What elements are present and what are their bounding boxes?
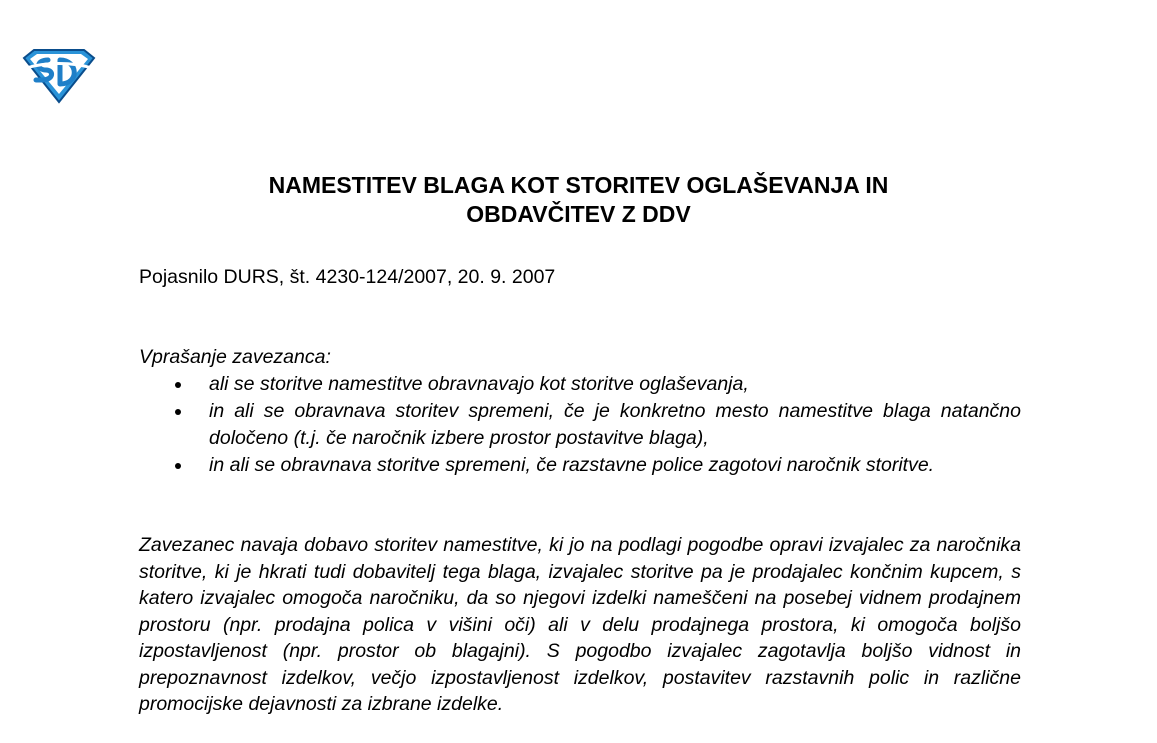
list-item-text: ali se storitve namestitve obravnavajo kot storitve oglaševanja, [209, 373, 749, 395]
list-item-text: in ali se obravnava storitev spremeni, če je konkretno mesto namestitve blaga natančno določeno (t.j. če naročnik izbere prostor postavitve blaga), [209, 400, 1021, 449]
company-logo [22, 48, 96, 104]
sd-logo-icon [22, 48, 96, 104]
document-reference: Pojasnilo DURS, št. 4230-124/2007, 20. 9. 2007 [139, 266, 556, 288]
document-title [0, 171, 1157, 229]
body-paragraph: Zavezanec navaja dobavo storitev namestitve, ki jo na podlagi pogodbe opravi izvajalec za naročnika storitve, ki je hkrati tudi dobavitelj tega blaga, izvajalec storitve pa je prodajalec končnim kupcem, s katero izvajalec omogoča naročniku, da so njegovi izdelki nameščeni na posebej vidnem prodajnem prostoru (npr. prodajna polica v višini oči) ali v delu prodajnega prostora, ki omogoča boljšo izpostavljenost (npr. prostor ob blagajni). S pogodbo izvajalec zagotavlja boljšo vidnost in prepoznavnost izdelkov, večjo izpostavljenost izdelkov, postavitev razstavnih polic in različne promocijske dejavnosti za izbrane izdelke. [139, 534, 1021, 715]
title-line-2: OBDAVČITEV Z DDV [466, 201, 691, 227]
list-item-text: in ali se obravnava storitve spremeni, če razstavne police zagotovi naročnik storitve. [209, 454, 935, 476]
list-item [139, 452, 1021, 479]
list-item [139, 398, 1021, 452]
question-list [139, 371, 1021, 479]
bullet-icon [175, 382, 181, 388]
title-line-1: NAMESTITEV BLAGA KOT STORITEV OGLAŠEVANJA IN [268, 172, 889, 198]
question-heading: Vprašanje zavezanca: [139, 346, 331, 368]
bullet-icon [175, 463, 181, 469]
bullet-icon [175, 409, 181, 415]
list-item [139, 371, 1021, 398]
